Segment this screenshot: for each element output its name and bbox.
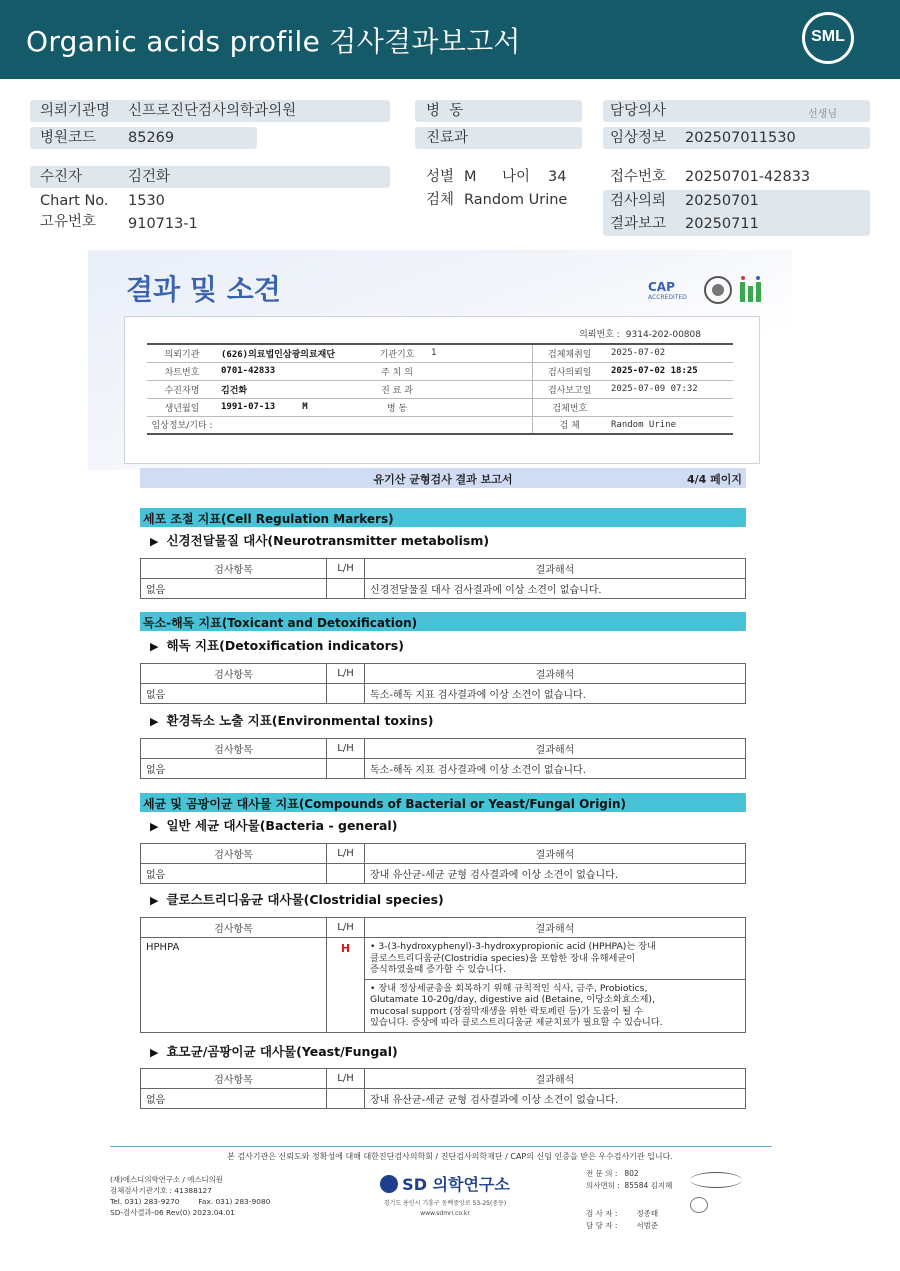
request-table-value xyxy=(427,380,532,398)
sex-value: M xyxy=(464,169,477,185)
footer-lab-info: (재)에스디의학연구소 / 에스디의원 검체검사기관기호 : 41388127 Tel. 031) 283-9270 Fax. 031) 283-9080 SD-검사결과-06 Rev(0) 2023.04.01 xyxy=(110,1175,271,1217)
triangle-right-icon: ▶ xyxy=(150,715,159,728)
request-table-value: 2025-07-02 xyxy=(607,344,733,362)
subsection-title: 신경전달물질 대사(Neurotransmitter metabolism) xyxy=(166,533,490,548)
hospital-code: 85269 xyxy=(128,130,175,146)
request-table-key: 수진자명 xyxy=(147,380,217,398)
column-header: 결과해석 xyxy=(365,918,746,938)
lab-report-scan xyxy=(88,250,792,1130)
subsection-title: 클로스트리디움균 대사물(Clostridial species) xyxy=(166,892,444,907)
column-header: 검사항목 xyxy=(141,1069,327,1089)
column-header: 검사항목 xyxy=(141,664,327,684)
age-value: 34 xyxy=(548,169,567,185)
request-table-value: 0701-42833 xyxy=(217,362,367,380)
result-table xyxy=(140,663,746,704)
result-report-date: 20250711 xyxy=(685,216,759,232)
request-table-value: 2025-07-02 18:25 xyxy=(607,362,733,380)
request-table-value: Random Urine xyxy=(607,416,733,434)
request-table-value xyxy=(427,416,532,434)
subsection-title: 일반 세균 대사물(Bacteria - general) xyxy=(166,818,398,833)
triangle-right-icon: ▶ xyxy=(150,1046,159,1059)
request-table-key: 병 동 xyxy=(367,398,427,416)
receipt-label: 접수번호 xyxy=(610,169,667,185)
interpretation-text: 장내 유산균-세균 균형 검사결과에 이상 소견이 없습니다. xyxy=(370,870,619,881)
doctor-label: 담당의사 xyxy=(610,103,667,119)
request-table-key: 의뢰기관 xyxy=(147,344,217,362)
doctor-suffix: 선생님 xyxy=(808,109,837,120)
request-table-key: 검 체 xyxy=(532,416,607,434)
request-table-key: 주 치 의 xyxy=(367,362,427,380)
column-header: 검사항목 xyxy=(141,559,327,579)
request-number: 의뢰번호 : 9314-202-00808 xyxy=(579,330,701,340)
result-table xyxy=(140,843,746,884)
result-opinion-title: 결과 및 소견 xyxy=(126,273,281,306)
section-header: 세포 조절 지표(Cell Regulation Markers) xyxy=(140,508,746,527)
unique-label: 고유번호 xyxy=(40,214,97,230)
request-info-box xyxy=(124,316,760,464)
subsection-header xyxy=(150,636,404,654)
request-table-value: 2025-07-09 07:32 xyxy=(607,380,733,398)
result-table-header xyxy=(141,918,746,938)
triangle-right-icon: ▶ xyxy=(150,535,159,548)
subsection-header xyxy=(150,531,489,549)
test-item: 없음 xyxy=(141,684,327,704)
request-table-key: 차트번호 xyxy=(147,362,217,380)
request-table-value xyxy=(217,416,367,434)
column-header: 검사항목 xyxy=(141,918,327,938)
specimen-value: Random Urine xyxy=(464,192,568,208)
sd-logo-icon xyxy=(380,1175,398,1193)
interpretation-text: • 3-(3-hydroxyphenyl)-3-hydroxypropionic acid (HPHPA)는 장내 클로스트리디움균(Clostridia species)을 포함한 장내 유해세균이 증식하였을때 증가할 수 있습니다. xyxy=(370,941,656,975)
subsection-title: 해독 지표(Detoxification indicators) xyxy=(166,638,404,653)
subsection-title: 환경독소 노출 지표(Environmental toxins) xyxy=(166,713,434,728)
column-header: 검사항목 xyxy=(141,739,327,759)
column-header: 결과해석 xyxy=(365,739,746,759)
lh-flag xyxy=(327,684,365,704)
request-table-key: 검사보고일 xyxy=(532,380,607,398)
result-table-header xyxy=(141,1069,746,1089)
unique-no: 910713-1 xyxy=(128,216,198,232)
interpretation-text: 장내 유산균-세균 균형 검사결과에 이상 소견이 없습니다. xyxy=(370,1095,619,1106)
interpretation-text: 독소-해독 지표 검사결과에 이상 소견이 없습니다. xyxy=(370,690,586,701)
patient-name: 김건화 xyxy=(128,169,171,185)
subsection-header xyxy=(150,816,397,834)
request-table-value xyxy=(607,398,733,416)
request-org-label: 의뢰기관명 xyxy=(40,103,111,119)
department-label: 진료과 xyxy=(426,130,469,146)
test-request-label: 검사의뢰 xyxy=(610,193,667,209)
result-row xyxy=(141,1089,746,1109)
request-table-row xyxy=(147,398,733,416)
section-header: 독소-해독 지표(Toxicant and Detoxification) xyxy=(140,612,746,631)
interpretation xyxy=(365,759,746,779)
subsection-title: 효모균/곰팡이균 대사물(Yeast/Fungal) xyxy=(166,1044,398,1059)
column-header: 결과해석 xyxy=(365,1069,746,1089)
result-row xyxy=(141,938,746,980)
column-header: L/H xyxy=(327,1069,365,1089)
request-info-table xyxy=(147,343,733,435)
lh-flag xyxy=(327,759,365,779)
column-header: L/H xyxy=(327,739,365,759)
sex-label: 성별 xyxy=(426,169,455,185)
request-table-key: 기관기호 xyxy=(367,344,427,362)
ward-label: 병 동 xyxy=(426,103,464,119)
result-row xyxy=(141,759,746,779)
footer-sd-logo: SD 의학연구소 경기도 용인시 기흥구 동백중앙로 53-25(중동) www.sdmri.co.kr xyxy=(380,1172,510,1217)
interpretation xyxy=(365,979,746,1032)
request-table-value: 1 xyxy=(427,344,532,362)
test-item: 없음 xyxy=(141,1089,327,1109)
interpretation xyxy=(365,684,746,704)
result-table-header xyxy=(141,664,746,684)
footer-signatures: 전 문 의 : 802 의사면허 : 85584 김지혜 검 사 자 : 정종태 담 당 자 : 서범준 xyxy=(586,1169,673,1230)
report-title: Organic acids profile 검사결과보고서 xyxy=(26,25,521,58)
subsection-header xyxy=(150,711,433,729)
result-table-header xyxy=(141,844,746,864)
test-request-date: 20250701 xyxy=(685,193,759,209)
request-table-value: (626)의료법인삼광의료재단 xyxy=(217,344,367,362)
chart-label: Chart No. xyxy=(40,193,109,209)
request-table-key: 진 료 과 xyxy=(367,380,427,398)
request-table-value xyxy=(427,362,532,380)
result-table-header xyxy=(141,739,746,759)
interpretation-text: 신경전달물질 대사 검사결과에 이상 소견이 없습니다. xyxy=(370,585,602,596)
request-table-key: 임상정보/기타 : xyxy=(147,416,217,434)
patient-label: 수진자 xyxy=(40,169,83,185)
triangle-right-icon: ▶ xyxy=(150,640,159,653)
test-item: 없음 xyxy=(141,579,327,599)
request-table-key: 검체번호 xyxy=(532,398,607,416)
patient-info-panel xyxy=(0,0,900,240)
chart-no: 1530 xyxy=(128,193,165,209)
lh-flag: H xyxy=(327,938,365,1033)
column-header: L/H xyxy=(327,844,365,864)
request-table-key: 검사의뢰일 xyxy=(532,362,607,380)
section-header: 세균 및 곰팡이균 대사물 지표(Compounds of Bacterial or Yeast/Fungal Origin) xyxy=(140,793,746,812)
clinical-value: 202507011530 xyxy=(685,130,796,146)
triangle-right-icon: ▶ xyxy=(150,894,159,907)
request-table-key xyxy=(367,416,427,434)
hospital-code-label: 병원코드 xyxy=(40,130,97,146)
result-table xyxy=(140,558,746,599)
column-header: 결과해석 xyxy=(365,844,746,864)
request-table-value xyxy=(427,398,532,416)
report-title-bar xyxy=(140,468,746,488)
test-item: HPHPA xyxy=(141,938,327,1033)
request-table-key: 생년월일 xyxy=(147,398,217,416)
age-label: 나이 xyxy=(502,169,531,185)
report-bar-title: 유기산 균형검사 결과 보고서 xyxy=(373,473,513,486)
request-table-key: 검체채취일 xyxy=(532,344,607,362)
footer-website: www.sdmri.co.kr xyxy=(420,1210,470,1217)
test-item: 없음 xyxy=(141,864,327,884)
lh-flag xyxy=(327,1089,365,1109)
column-header: 결과해석 xyxy=(365,559,746,579)
result-table-header xyxy=(141,559,746,579)
result-report-label: 결과보고 xyxy=(610,216,667,232)
doctor-signature xyxy=(690,1172,742,1188)
lh-flag xyxy=(327,579,365,599)
column-header: 결과해석 xyxy=(365,664,746,684)
result-table xyxy=(140,738,746,779)
request-table-row xyxy=(147,344,733,362)
result-table xyxy=(140,1068,746,1109)
result-row xyxy=(141,864,746,884)
column-header: L/H xyxy=(327,664,365,684)
result-row xyxy=(141,684,746,704)
logo-text: SML xyxy=(811,28,845,45)
interpretation xyxy=(365,938,746,980)
receipt-no: 20250701-42833 xyxy=(685,169,811,185)
interpretation-text: • 장내 정상세균총을 회복하기 위해 규칙적인 식사, 금주, Probiotics, Glutamate 10-20g/day, digestive aid (Betaine, 이당소화효소제), mucosal support (장점막재생을 위한 락토페린 등)가 도움이 될 수 있습니다. 증상에 따라 클로스트리디움균 제균치료가 필요할 수 있습니다. xyxy=(370,982,663,1028)
society-seal-icon xyxy=(704,276,732,304)
request-table-row xyxy=(147,416,733,434)
manager-signature xyxy=(690,1197,708,1213)
page-indicator: 4/4 페이지 xyxy=(686,473,742,486)
request-table-row xyxy=(147,380,733,398)
specimen-label: 검체 xyxy=(426,192,455,208)
result-row xyxy=(141,579,746,599)
column-header: L/H xyxy=(327,559,365,579)
footer-divider xyxy=(110,1146,772,1147)
lmi-logo-icon xyxy=(738,276,764,304)
request-org: 신프로진단검사의학과의원 xyxy=(128,103,297,119)
request-table-value: 1991-07-13 M xyxy=(217,398,367,416)
interpretation-text: 독소-해독 지표 검사결과에 이상 소견이 없습니다. xyxy=(370,765,586,776)
subsection-header xyxy=(150,1042,398,1060)
footer-address: 경기도 용인시 기흥구 동백중앙로 53-25(중동) xyxy=(383,1200,507,1207)
lh-flag xyxy=(327,864,365,884)
cap-accredited-logo: CAP ACCREDITED xyxy=(648,280,687,301)
request-table-value: 김건화 xyxy=(217,380,367,398)
request-table-row xyxy=(147,362,733,380)
interpretation xyxy=(365,864,746,884)
interpretation xyxy=(365,579,746,599)
interpretation xyxy=(365,1089,746,1109)
subsection-header xyxy=(150,890,444,908)
test-item: 없음 xyxy=(141,759,327,779)
result-table xyxy=(140,917,746,1033)
triangle-right-icon: ▶ xyxy=(150,820,159,833)
column-header: 검사항목 xyxy=(141,844,327,864)
footer-certification: 본 검사기관은 신뢰도와 정확성에 대해 대한진단검사의학회 / 진단검사의학재단 / CAP의 신임 인증을 받은 우수검사기관 입니다. xyxy=(227,1152,673,1161)
clinical-label: 임상정보 xyxy=(610,130,667,146)
column-header: L/H xyxy=(327,918,365,938)
